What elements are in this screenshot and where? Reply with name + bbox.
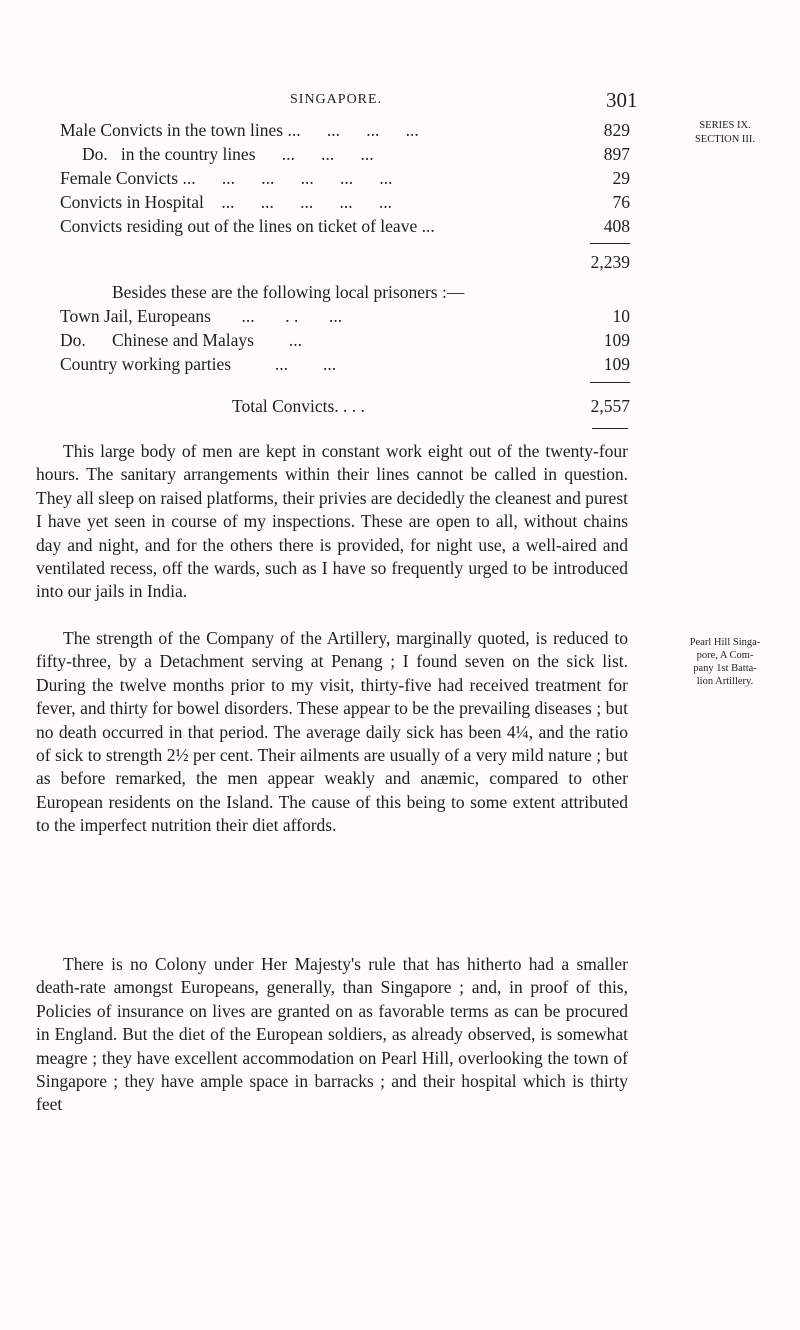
side-note-line: Pearl Hill Singa- [689, 637, 761, 648]
row-value: 408 [603, 216, 630, 236]
table-row [60, 304, 630, 328]
running-head [0, 88, 800, 114]
row-label: Do. Chinese and Malays ... [60, 330, 303, 350]
paragraph: There is no Colony under Her Majesty's rule that has hitherto had a smaller death-rate amongst Europeans, generally, than Singapore ; and, in proof of this, Policies of insurance on lives are granted on as favorable terms as can be procured in England. But the diet of the European soldiers, as already observed, is somewhat meagre ; they have excellent accommodation on Pearl Hill, overlooking the town of Singapore ; they have ample space in barracks ; and their hospital which is thirty feet [36, 954, 628, 1115]
row-value: 897 [603, 144, 630, 164]
row-value: 29 [612, 168, 630, 188]
row-label: Convicts in Hospital ... ... ... ... ... [60, 192, 393, 212]
row-label: Female Convicts ... ... ... ... ... ... [60, 168, 393, 188]
table-row [60, 166, 630, 190]
total-row [60, 394, 630, 418]
subtotal-rule [590, 243, 630, 244]
paragraph: The strength of the Company of the Artillery, marginally quoted, is reduced to fifty-three, by a Detachment serving at Penang ; I found seven on the sick list. During the twelve months prior to my visit, thirty-five had received treatment for fever, and thirty for bowel disorders. These appear to be the prevailing diseases ; but no death occurred in that period. The average daily sick has been 4¼, and the ratio of sick to strength 2½ per cent. Their ailments are usually of a very mild nature ; but as before remarked, the men appear weakly and anæmic, compared to other European residents on the Island. The cause of this being to some extent attributed to the imperfect nutrition their diet affords. [36, 628, 628, 836]
table-row [60, 328, 630, 352]
local-prisoners-intro: Besides these are the following local prisoners :— [112, 282, 465, 302]
total-value: 2,557 [590, 396, 630, 416]
row-value: 10 [612, 306, 630, 326]
table-row [60, 352, 630, 376]
side-note-line: pany 1st Batta- [693, 663, 757, 674]
table-row [60, 190, 630, 214]
row-label: Country working parties ... ... [60, 354, 337, 374]
running-title: SINGAPORE. [290, 92, 383, 107]
row-value: 829 [603, 120, 630, 140]
subtotal-value: 2,239 [590, 252, 630, 272]
side-note-line: pore, A Com- [696, 650, 754, 661]
table-row [60, 142, 630, 166]
total-label: Total Convicts. . . . [232, 396, 365, 416]
local-prisoners-intro-row [60, 280, 630, 304]
row-value: 109 [603, 354, 630, 374]
row-label: Do. in the country lines ... ... ... [82, 144, 374, 164]
row-value: 109 [603, 330, 630, 350]
table-row [60, 214, 630, 238]
table-row [60, 118, 630, 142]
total-double-rule [592, 428, 628, 429]
side-note-section: SECTION III. [694, 134, 756, 145]
row-label: Convicts residing out of the lines on ticket of leave ... [60, 216, 435, 236]
paragraph: This large body of men are kept in constant work eight out of the twenty-four hours. The sanitary arrangements within their lines cannot be called in question. They all sleep on raised platforms, their privies are decidedly the cleanest and purest I have yet seen in course of my inspections. These are open to all, without chains day and night, and for the others there is provided, for night use, a well-aired and ventilated recess, off the wards, such as I have so frequently urged to be introduced into our jails in India. [36, 441, 628, 602]
row-label: Male Convicts in the town lines ... ... ... ... [60, 120, 419, 140]
total-rule [590, 382, 630, 383]
row-value: 76 [612, 192, 630, 212]
row-label: Town Jail, Europeans ... . . ... [60, 306, 343, 326]
side-note-line: lion Artillery. [696, 676, 754, 687]
subtotal-row [60, 250, 630, 274]
page-number: 301 [606, 88, 638, 112]
side-note-series: SERIES IX. [699, 120, 751, 131]
